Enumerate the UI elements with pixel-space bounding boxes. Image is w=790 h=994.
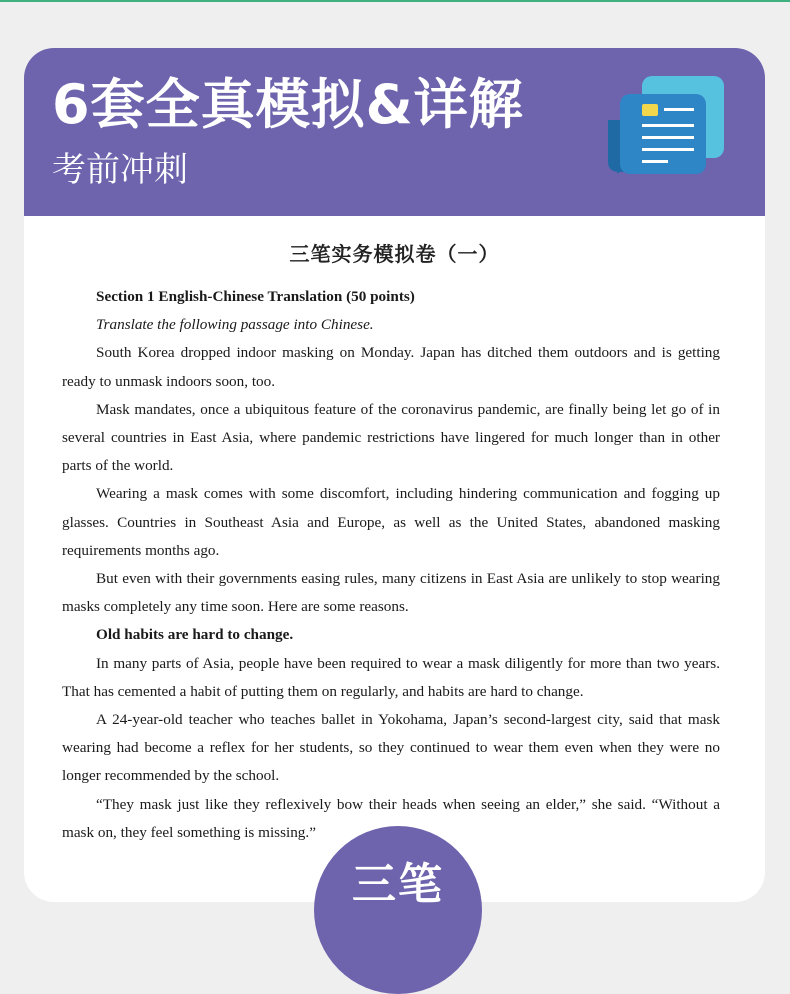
document-list-icon bbox=[606, 72, 726, 198]
passage bbox=[62, 283, 720, 847]
badge-label: 三笔 bbox=[352, 859, 444, 910]
category-badge bbox=[314, 826, 482, 994]
paragraph: Wearing a mask comes with some discomfort, including hindering communication and fogging up glasses. Countries in Southeast Asia and Europe, as well as the United States, abandoned masking requirements months ago. bbox=[62, 485, 720, 559]
paragraph: South Korea dropped indoor masking on Monday. Japan has ditched them outdoors and is getting ready to unmask indoors soon, too. bbox=[62, 344, 720, 390]
banner-title: 6套全真模拟&详解 bbox=[52, 73, 524, 136]
header-banner bbox=[24, 48, 765, 216]
paragraph: But even with their governments easing rules, many citizens in East Asia are unlikely to stop wearing masks completely any time soon. Here are some reasons. bbox=[62, 570, 720, 616]
paragraph: Mask mandates, once a ubiquitous feature of the coronavirus pandemic, are finally being let go of in several countries in East Asia, where pandemic restrictions have lingered for much longer than in other parts of the world. bbox=[62, 400, 720, 475]
banner-subtitle: 考前冲刺 bbox=[52, 150, 188, 190]
section-heading: Section 1 English-Chinese Translation (50 points) bbox=[96, 288, 415, 305]
instruction-text: Translate the following passage into Chinese. bbox=[96, 316, 374, 334]
paragraph: In many parts of Asia, people have been required to wear a mask diligently for more than two years. That has cemented a habit of putting them on regularly, and habits are hard to change. bbox=[62, 654, 720, 700]
content-card bbox=[24, 48, 765, 902]
paragraph: A 24-year-old teacher who teaches ballet in Yokohama, Japan’s second-largest city, said that mask wearing had become a reflex for her students, so they continued to wear them even when they were no longer recommended by the school. bbox=[62, 711, 720, 785]
subheading: Old habits are hard to change. bbox=[96, 626, 294, 644]
top-accent-line bbox=[0, 0, 790, 2]
paragraph: “They mask just like they reflexively bow their heads when seeing an elder,” she said. “Without a mask on, they feel something is missing.” bbox=[62, 795, 720, 841]
document-title: 三笔实务模拟卷（一） bbox=[289, 244, 500, 266]
